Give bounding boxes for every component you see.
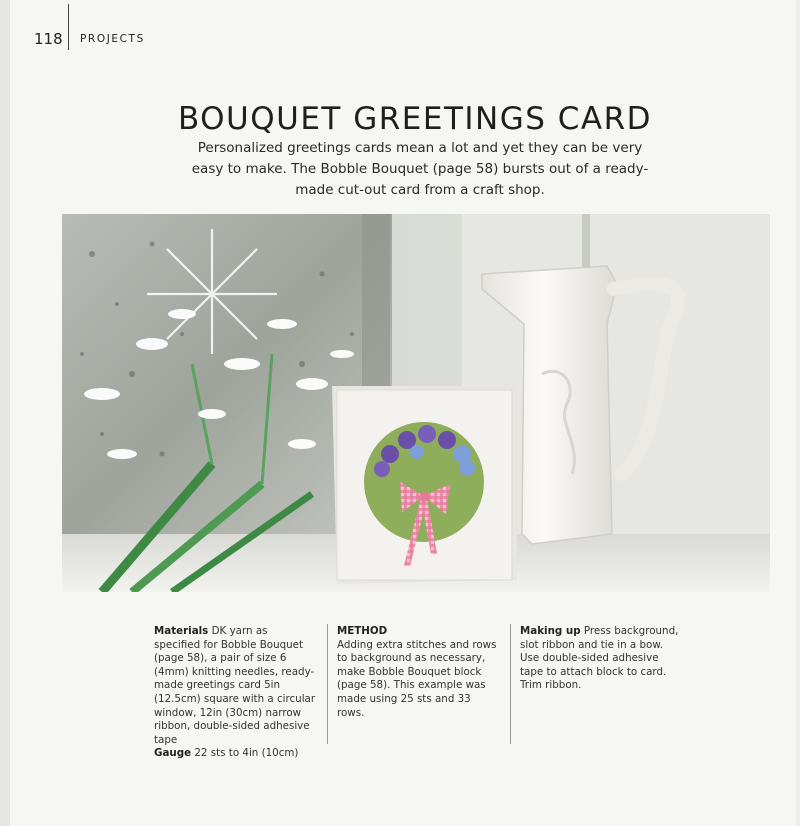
method-text: Adding extra stitches and rows to background as necessary, make Bobble Bouquet block (page 58). This example was made using 25 sts and 33 rows.: [337, 638, 497, 719]
photo-illustration: [62, 214, 770, 592]
making-up-column: [520, 625, 685, 693]
gauge-text: 22 sts to 4in (10cm): [194, 747, 299, 760]
column-divider: [510, 624, 511, 744]
intro-paragraph: Personalized greetings cards mean a lot and yet they can be very easy to make. The Bobble Bouquet (page 58) bursts out of a ready-made cut-out card from a craft shop.: [191, 139, 649, 198]
header-divider: [68, 4, 69, 50]
gauge-label: Gauge: [154, 747, 192, 760]
method-column: [337, 625, 497, 720]
page-number: 118: [34, 30, 63, 48]
section-label: PROJECTS: [80, 33, 145, 45]
making-up-label: Making up: [520, 625, 581, 637]
column-divider: [327, 624, 328, 744]
materials-column: [154, 625, 316, 761]
method-heading: METHOD: [337, 625, 388, 637]
materials-label: Materials: [154, 625, 209, 637]
page-title: BOUQUET GREETINGS CARD: [177, 100, 653, 137]
materials-text: DK yarn as specified for Bobble Bouquet (page 58), a pair of size 6 (4mm) knitting needles, ready-made greetings card 5in (12.5cm) square with a circular window, 12in (30cm) narrow ribbon, double-sided adhesive tape: [154, 625, 316, 746]
project-photo: [62, 214, 770, 592]
greetings-card: [332, 386, 517, 584]
making-up-text: Press background, slot ribbon and tie in a bow. Use double-sided adhesive tape to attach block to card. Trim ribbon.: [520, 625, 679, 692]
